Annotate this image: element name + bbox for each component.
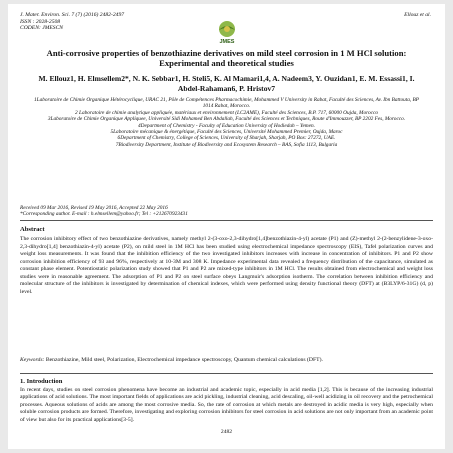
affiliations: [34, 97, 419, 148]
abstract-heading: Abstract: [20, 226, 45, 233]
journal-logo: [213, 20, 241, 44]
coden: CODEN: JMESCN: [20, 25, 64, 32]
logo-text: JMES: [219, 39, 234, 44]
page-number: 2482: [220, 429, 233, 435]
affiliation-5: 5Laboratoire mécanique & énergétique, Faculté des Sciences, Université Mohammed Premier, Oujda, Maroc: [110, 129, 343, 136]
article-dates: [20, 205, 188, 217]
introduction-heading: 1. Introduction: [20, 378, 63, 385]
journal-citation: J. Mater. Environ. Sci. 7 (7) (2016) 2482-2497: [20, 12, 125, 18]
affiliation-4: 4Department of Chemistry - Faculty of Education University of Hodiedah – Yemen.: [138, 122, 315, 129]
received-line: Received 09 Mar 2016, Revised 19 May 2016, Accepted 22 May 2016: [20, 205, 168, 211]
paper-title: Anti-corrosive properties of benzothiazine derivatives on mild steel corrosion in 1 M HCl solution: Experimental and theoretical studies: [46, 48, 407, 68]
abstract-text: The corrosion inhibitory effect of two benzothiazine derivatives, namely methyl 2-(3-oxo-2,3-dihydro[1,4]benzothiazin-4-yl) acetate (P1) and (Z)-methyl 2-(2-benzylidene-3-oxo-2,3-dihydro[1,4] benzothiazin-4-yl) acetate (P2), on mild steel in 1M HCl has been studied using electrochemical impedance spectroscopy (EIS), Tafel polarization curves and weight loss measurements. It was found that the inhibition efficiency of the two investigated inhibitors increases with increase in concentration of inhibitors. P1 and P2 show corrosion inhibition efficiency of 93 and 96%, respectively at 10-3M and 308 K. Impedance experimental data revealed a frequency distribution of the capacitance, simulated as constant phase element. Potentiostatic polarization study showed that P1 and P2 are mixed-type inhibitors in 1M HCl. The results obtained from electrochemical and weight loss studies were in reasonable agreement. The adsorption of P1 and P2 on steel surface obeys Langmuir's adsorption isotherm. The correlation between inhibition efficiency and molecular structure of the inhibitors is investigated by determination of chemical indexes, which were performed using density functional theory (DFT) at (B3LYP/6-31G) (d, p) level.: [20, 236, 433, 295]
corresponding-line: *Corresponding author. E-mail : h.elmsellem@yahoo.fr; Tel : +212670923431: [20, 211, 188, 218]
journal-header: [20, 12, 124, 32]
affiliation-6: 6Department of Chemistry, College of Sciences, University of Sharjah, Sharjah, PO Box: 27272, UAE.: [117, 135, 336, 142]
issn: ISSN : 2028-2508: [20, 18, 61, 25]
affiliation-1: 1Laboratoire de Chimie Organique Hétérocyclique, URAC 21, Pôle de Compétences Pharmacochimie, Mohammed V University in Rabat, Faculté des Sciences, Av. Ibn Battouta, BP 1014 Rabat, Morocco.: [34, 97, 419, 110]
keywords: [20, 357, 433, 364]
affiliation-3: 3Laboratoire de Chimie Organique Appliquee, Université Sidi Mohamed Ben Abdallah, Faculté des Sciences et Techniques, Route d'Immouzzer, BP 2202 Fes, Morocco.: [47, 116, 406, 123]
divider: [20, 220, 433, 221]
running-author: Ellouz et al.: [404, 12, 431, 18]
keywords-text: Benzothiazine, Mild steel, Polarization, Electrochemical impedance spectroscopy, Quantum chemical calculations (DFT).: [45, 357, 323, 363]
keywords-label: Keywords:: [20, 357, 45, 363]
affiliation-2: 2 Laboratoire de chimie analytique appliquée, matériaux et environnement (LC2AME), Faculté des Sciences, B.P. 717, 60000 Oujda, Morocco: [75, 109, 378, 116]
affiliation-7: 7Biodiversity Department, Institute of Biodiversity and Ecosystem Research – BAS, Sofia 1113, Bulgaria: [115, 141, 338, 148]
divider: [20, 373, 433, 374]
introduction-text: In recent days, studies on steel corrosion phenomena have become an industrial and academic topic, especially in acid media [1,2]. This is because of the increasing industrial applications of acid solutions. The most important fields of applications are acid pickling, industrial cleaning, acid descaling, oil-well acidizing in oil recovery and the petrochemical processes. Aqueous solutions of acids are among the most corrosive media. So, the rate of corrosion at which metals are destroyed in acidic media is very high, especially when soluble corrosion products are formed. Therefore, investigating and exploring corrosion inhibitors for steel corrosion in acid solutions are not only important from an academic point of view but also for its practical applications[3-5].: [20, 387, 433, 423]
paper-page: [8, 4, 445, 449]
author-list: M. Ellouz1, H. Elmsellem2*, N. K. Sebbar1, H. Steli5, K. Al Mamari1,4, A. Nadeem3, Y. Ouzidan1, E. M. Essassi1, I. Abdel-Rahaman6, P. Hristov7: [38, 74, 415, 93]
